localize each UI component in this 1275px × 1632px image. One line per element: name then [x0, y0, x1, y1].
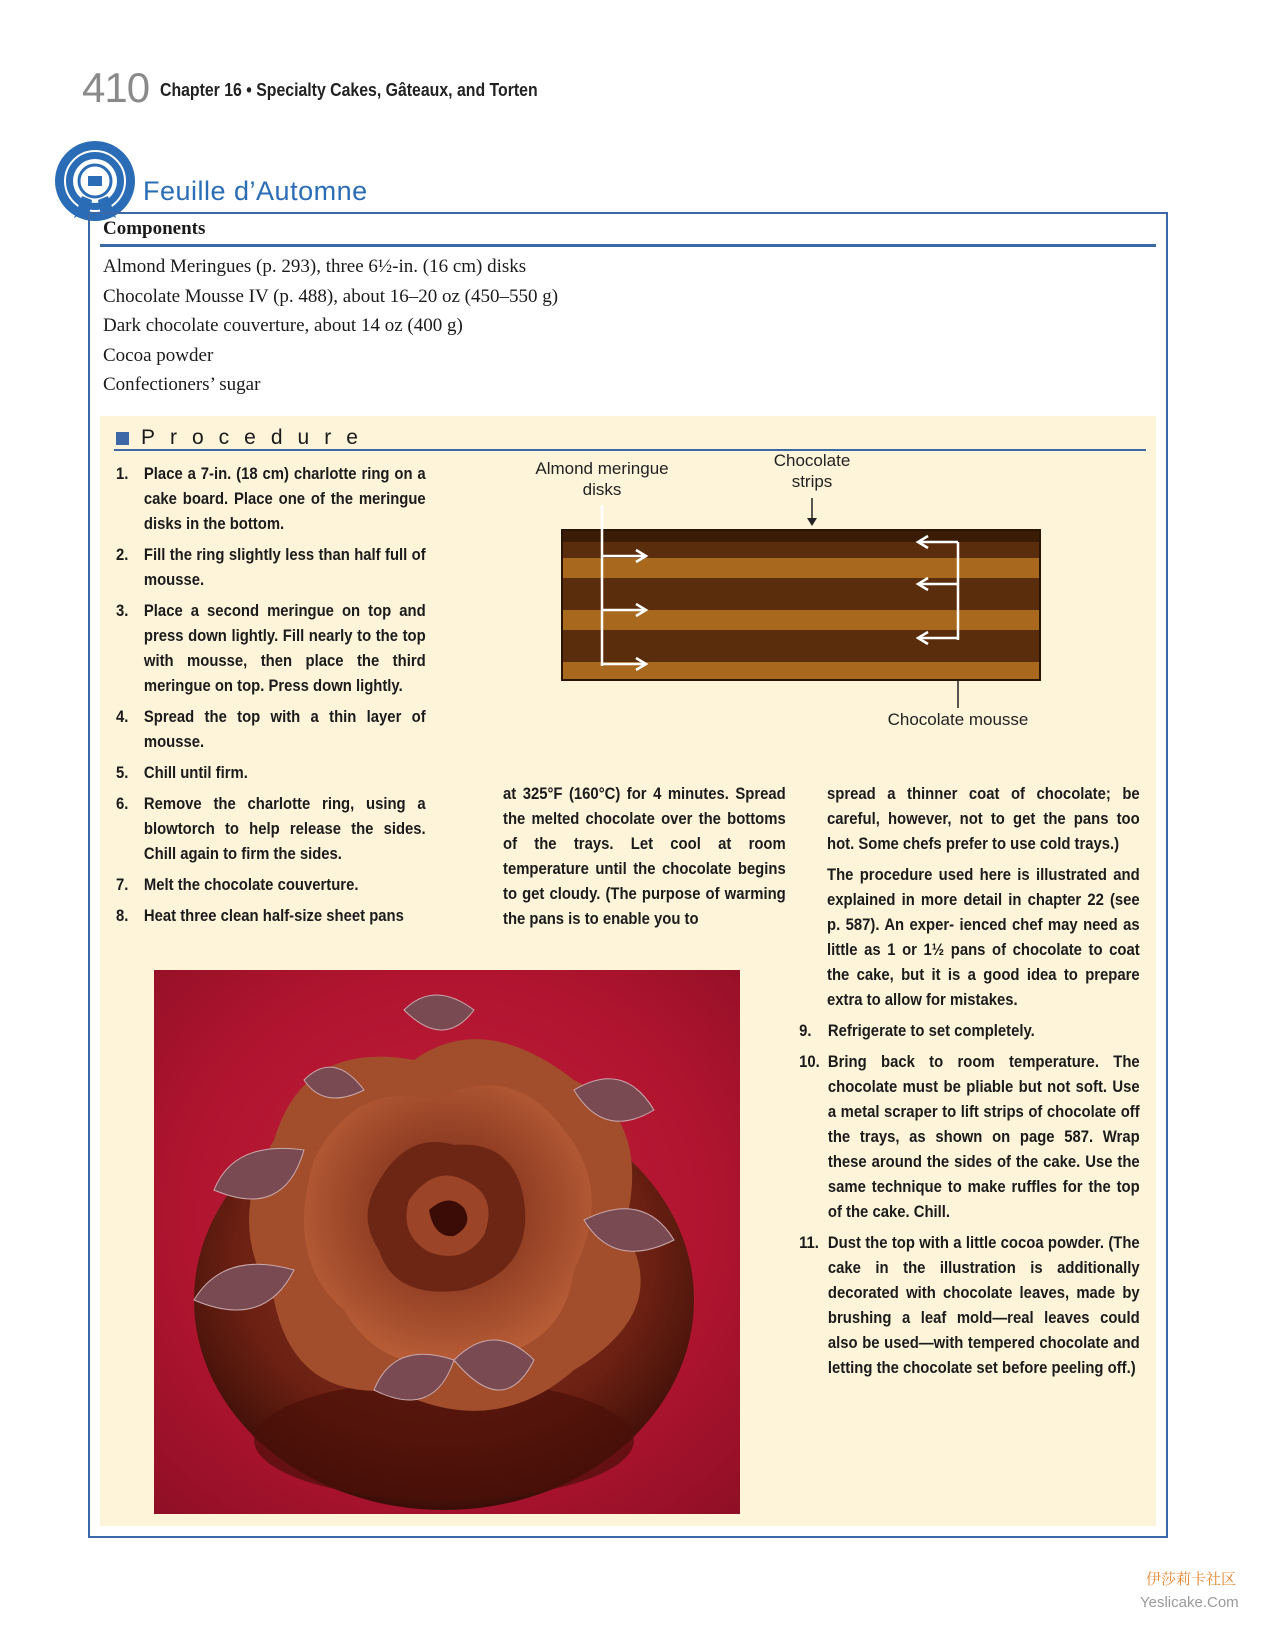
step-number: 9.	[799, 1022, 812, 1040]
cake-cross-section-diagram	[520, 451, 1120, 770]
procedure-step	[799, 1019, 1140, 1044]
mousse-layer	[562, 630, 1040, 662]
step-text: Chill until firm.	[143, 764, 248, 782]
meringue-layer	[562, 610, 1040, 630]
step-number: 7.	[116, 876, 129, 894]
step-text: Melt the chocolate couverture.	[143, 876, 359, 894]
running-head: Chapter 16 • Specialty Cakes, Gâteaux, and Torten	[160, 80, 538, 100]
step-number: 1.	[116, 465, 129, 483]
step-text: Dust the top with a little cocoa powder. (The cake in the illustration is additionally decorated with chocolate leaves, made by brushing a leaf mold—real leaves could also be used—with tempered chocolate and letting the chocolate set before peeling off.)	[827, 1234, 1140, 1377]
step-text: Spread the top with a thin layer of mousse.	[143, 708, 426, 751]
component-item: Confectioners’ sugar	[103, 374, 261, 396]
component-item: Dark chocolate couverture, about 14 oz (400 g)	[103, 315, 463, 337]
step-number: 5.	[116, 764, 129, 782]
step-number: 8.	[116, 907, 129, 925]
label-mousse: Chocolate mousse	[887, 710, 1029, 729]
page-number: 410	[82, 64, 150, 111]
procedure-column-2	[503, 782, 786, 932]
step-text: Place a second meringue on top and press down lightly. Fill nearly to the top with mousse, then place the third meringue on top. Press down lightly.	[143, 602, 426, 695]
step-8-continuation: at 325°F (160°C) for 4 minutes. Spread the melted chocolate over the bottoms of the trays. Let cool at room temperature until the chocolate begins to get cloudy. (The purpose of warming the pans is to enable you to	[503, 785, 786, 928]
procedure-step	[116, 761, 426, 786]
step-number: 4.	[116, 708, 129, 726]
step-number: 3.	[116, 602, 129, 620]
recipe-title: Feuille d’Automne	[143, 176, 368, 206]
component-item: Cocoa powder	[103, 344, 214, 366]
component-item: Chocolate Mousse IV (p. 488), about 16–20 oz (450–550 g)	[103, 285, 559, 307]
procedure-heading: Procedure	[141, 426, 373, 449]
procedure-step	[116, 792, 426, 867]
step-8-continuation: spread a thinner coat of chocolate; be careful, however, not to get the pans too hot. Some chefs prefer to use cold trays.)	[827, 785, 1140, 853]
step-number: 6.	[116, 795, 129, 813]
components-rule	[100, 244, 1156, 247]
step-text: Heat three clean half-size sheet pans	[143, 907, 404, 925]
step-number: 11.	[799, 1234, 819, 1252]
procedure-step	[116, 543, 426, 593]
step-text: Refrigerate to set completely.	[827, 1022, 1035, 1040]
procedure-step	[116, 462, 426, 537]
watermark-url[interactable]: Yeslicake.Com	[1140, 1594, 1239, 1611]
procedure-step	[116, 873, 426, 898]
step-text: Remove the charlotte ring, using a blowtorch to help release the sides. Chill again to firm the sides.	[143, 795, 426, 863]
cake-top-edge	[562, 530, 1040, 542]
procedure-note: The procedure used here is illustrated and explained in more detail in chapter 22 (see p. 587). An exper- ienced chef may need as little as 1 or 1½ pans of chocolate to coat the cake, but it is a good idea to prepare extra to allow for mistakes.	[827, 866, 1140, 1009]
procedure-column-1	[116, 462, 426, 935]
component-item: Almond Meringues (p. 293), three 6½-in. (16 cm) disks	[103, 256, 527, 277]
components-heading: Components	[103, 218, 206, 239]
meringue-layer	[562, 558, 1040, 578]
procedure-step	[116, 599, 426, 699]
watermark-chinese: 伊莎莉卡社区	[1146, 1570, 1237, 1588]
step-text: Place a 7-in. (18 cm) charlotte ring on a cake board. Place one of the meringue disks in the bottom.	[143, 465, 426, 533]
procedure-step	[799, 1050, 1140, 1225]
mousse-layer	[562, 578, 1040, 610]
components-list	[103, 252, 558, 400]
step-number: 2.	[116, 546, 129, 564]
cake-photo	[154, 970, 740, 1514]
label-strips: Chocolate	[773, 451, 851, 470]
procedure-marker	[116, 432, 129, 445]
label-meringue: disks	[582, 480, 622, 499]
step-text: Bring back to room temperature. The chocolate must be pliable but not soft. Use a metal scraper to lift strips of chocolate off the trays, as shown on page 587. Wrap these around the sides of the cake. Use the same technique to make ruffles for the top of the cake. Chill.	[827, 1053, 1140, 1221]
label-meringue: Almond meringue	[535, 459, 669, 478]
cordon-bleu-seal-icon	[54, 140, 136, 222]
step-number: 10.	[799, 1053, 820, 1071]
procedure-step	[116, 705, 426, 755]
step-text: Fill the ring slightly less than half full of mousse.	[143, 546, 426, 589]
procedure-column-3	[799, 782, 1140, 1387]
procedure-step	[116, 904, 426, 929]
procedure-rule	[114, 449, 1146, 451]
label-strips: strips	[791, 472, 833, 491]
procedure-step	[799, 1231, 1140, 1381]
